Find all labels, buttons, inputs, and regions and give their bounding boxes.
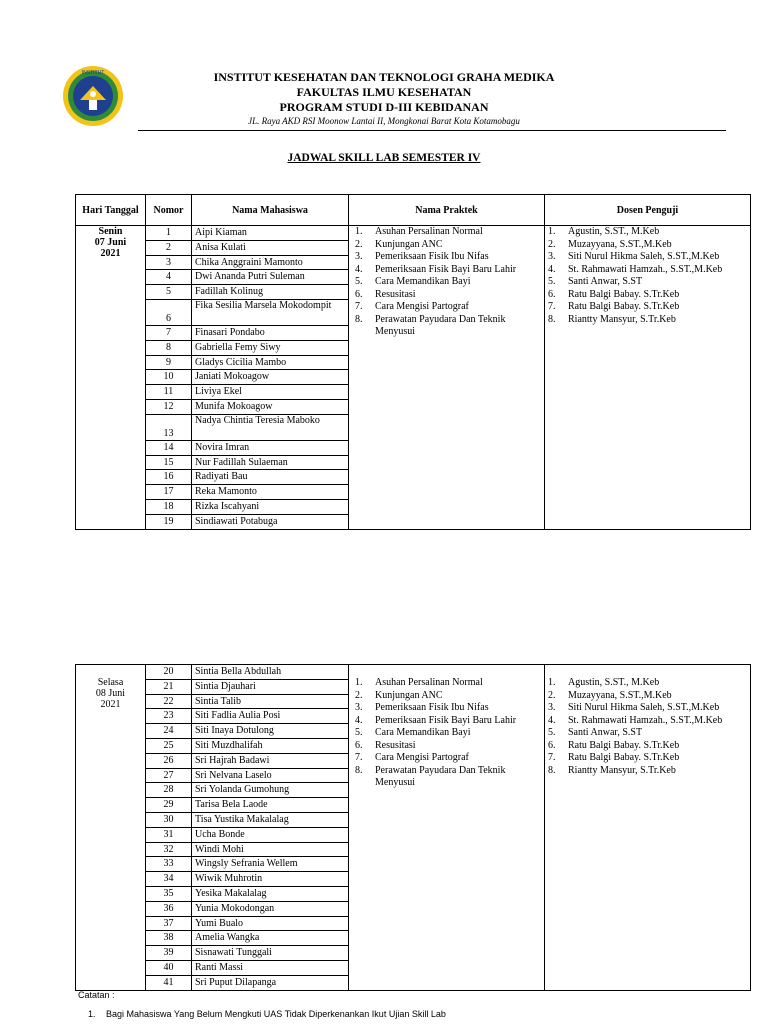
student-name [192, 325, 349, 340]
student-name-text: Fadillah Kolinug [195, 286, 264, 298]
praktek-text: Pemeriksaan Fisik Bayi Baru Lahir [375, 263, 517, 275]
student-name [192, 812, 349, 827]
student-name-text: Sisnawati Tunggali [195, 947, 272, 959]
dosen-item [548, 264, 747, 277]
dosen-number: 6. [548, 288, 556, 300]
student-number-text: 21 [163, 680, 174, 692]
student-name-text: Windi Mohi [195, 843, 244, 855]
praktek-text: Cara Memandikan Bayi [375, 276, 471, 287]
student-name-text: Wingsly Sefrania Wellem [195, 858, 298, 870]
student-name-text: Radiyati Bau [195, 471, 248, 483]
student-name-text: Nadya Chintia Teresia Maboko [195, 414, 320, 426]
student-number-text: 23 [163, 710, 174, 722]
student-name [192, 931, 349, 946]
praktek-number: 2. [355, 689, 363, 701]
header-nomor: Nomor [146, 195, 192, 226]
student-number [146, 753, 192, 768]
praktek-text: Asuhan Persalinan Normal [375, 226, 483, 237]
student-number [146, 842, 192, 857]
dosen-item [548, 239, 747, 252]
student-name-text: Sindiawati Potabuga [195, 515, 278, 527]
header-divider [138, 130, 726, 131]
student-number-text: 38 [163, 932, 174, 944]
dosen-text: St. Rahmawati Hamzah., S.ST.,M.Keb [568, 263, 723, 275]
dosen-number: 2. [548, 238, 556, 250]
praktek-text: Cara Memandikan Bayi [375, 727, 471, 738]
praktek-cell [349, 226, 545, 530]
student-number-text: 25 [163, 739, 174, 751]
student-number [146, 812, 192, 827]
header-nama: Nama Mahasiswa [192, 195, 349, 226]
student-name [192, 499, 349, 514]
student-number [146, 370, 192, 385]
student-name [192, 724, 349, 739]
student-name-text: Tisa Yustika Makalalag [195, 813, 289, 825]
student-name-text: Sintia Bella Abdullah [195, 666, 282, 677]
student-number [146, 886, 192, 901]
day-cell [76, 226, 146, 530]
student-number-text: 4 [166, 271, 171, 283]
praktek-number: 5. [355, 276, 363, 287]
student-number-text: 1 [166, 227, 171, 238]
dosen-number: 1. [548, 226, 556, 237]
student-name-text: Sri Puput Dilapanga [195, 976, 277, 988]
dosen-number: 6. [548, 739, 556, 751]
student-number-text: 17 [163, 486, 174, 498]
praktek-number: 1. [355, 226, 363, 237]
table-row [76, 665, 751, 680]
student-name-text: Siti Fadlia Aulia Posi [195, 710, 281, 722]
student-name [192, 975, 349, 990]
dosen-number: 5. [548, 727, 556, 738]
student-number [146, 768, 192, 783]
student-number [146, 709, 192, 724]
student-number [146, 325, 192, 340]
dosen-text: Ratu Balgi Babay. S.Tr.Keb [568, 752, 680, 763]
student-name [192, 399, 349, 414]
student-number [146, 399, 192, 414]
praktek-item [355, 289, 541, 302]
dosen-cell [545, 226, 751, 530]
student-number [146, 455, 192, 470]
header-dosen: Dosen Penguji [545, 195, 751, 226]
student-number-text: 37 [163, 917, 174, 929]
dosen-text: Ratu Balgi Babay. S.Tr.Keb [568, 739, 680, 751]
praktek-text: Resusitasi [375, 288, 416, 300]
student-name-text: Sri Nelvana Laselo [195, 769, 272, 781]
student-name-text: Sri Yolanda Gumohung [195, 784, 290, 796]
student-number [146, 385, 192, 400]
student-number-text: 24 [163, 725, 174, 737]
praktek-item [355, 251, 541, 264]
schedule-table-day1 [75, 194, 751, 530]
student-number [146, 901, 192, 916]
praktek-text: Perawatan Payudara Dan Teknik Menyusui [375, 313, 506, 337]
student-name [192, 872, 349, 887]
day-date: 07 Juni [94, 237, 127, 248]
dosen-item [548, 314, 747, 327]
student-name-text: Sintia Talib [195, 695, 242, 707]
day-cell [76, 665, 146, 991]
student-number [146, 440, 192, 455]
dosen-text: Riantty Mansyur, S.Tr.Keb [568, 764, 676, 776]
dosen-text: Muzayyana, S.ST.,M.Keb [568, 238, 672, 250]
student-number [146, 960, 192, 975]
praktek-item [355, 677, 541, 690]
dosen-item [548, 276, 747, 289]
dosen-number: 2. [548, 689, 556, 701]
praktek-text: Perawatan Payudara Dan Teknik Menyusui [375, 764, 506, 788]
student-number-text: 20 [163, 666, 174, 677]
praktek-cell [349, 665, 545, 991]
note-item [88, 1009, 446, 1019]
student-number [146, 738, 192, 753]
student-name [192, 455, 349, 470]
student-name-text: Janiati Mokoagow [195, 371, 270, 383]
student-name-text: Siti Inaya Dotulong [195, 725, 274, 737]
praktek-item [355, 715, 541, 728]
header-praktek: Nama Praktek [349, 195, 545, 226]
student-name [192, 385, 349, 400]
praktek-item [355, 690, 541, 703]
praktek-number: 6. [355, 288, 363, 300]
day-date: 08 Juni [95, 688, 126, 699]
dosen-number: 4. [548, 714, 556, 726]
student-number-text: 30 [163, 813, 174, 825]
student-name-text: Gladys Cicilia Mambo [195, 356, 287, 368]
student-number-text: 36 [163, 902, 174, 914]
dosen-number: 3. [548, 251, 556, 262]
student-number-text: 19 [163, 515, 174, 527]
praktek-item [355, 765, 541, 790]
student-number [146, 857, 192, 872]
student-name-text: Fika Sesilia Marsela Mokodompit [195, 299, 332, 311]
praktek-text: Pemeriksaan Fisik Ibu Nifas [375, 702, 489, 713]
dosen-text: Siti Nurul Hikma Saleh, S.ST.,M.Keb [568, 702, 720, 713]
student-number-text: 11 [163, 386, 174, 398]
praktek-number: 7. [355, 301, 363, 312]
page-title: JADWAL SKILL LAB SEMESTER IV [287, 152, 481, 164]
praktek-number: 4. [355, 714, 363, 726]
student-name-text: Siti Muzdhalifah [195, 739, 263, 751]
student-number-text: 28 [163, 784, 174, 796]
table-row [76, 226, 751, 241]
praktek-text: Cara Mengisi Partograf [375, 752, 469, 763]
praktek-number: 2. [355, 238, 363, 250]
dosen-number: 5. [548, 276, 556, 287]
day-day: Selasa [97, 677, 124, 688]
student-number [146, 694, 192, 709]
praktek-number: 8. [355, 313, 363, 325]
student-number-text: 32 [163, 843, 174, 855]
student-name [192, 827, 349, 842]
dosen-number: 7. [548, 301, 556, 312]
praktek-number: 3. [355, 251, 363, 262]
student-name-text: Tarisa Bela Laode [195, 799, 268, 811]
student-number-text: 9 [166, 356, 171, 368]
student-number [146, 827, 192, 842]
student-name [192, 226, 349, 241]
student-number-text: 40 [163, 961, 174, 973]
praktek-item [355, 226, 541, 239]
dosen-item [548, 690, 747, 703]
praktek-text: Asuhan Persalinan Normal [375, 677, 483, 688]
dosen-item [548, 727, 747, 740]
student-name-text: Dwi Ananda Putri Suleman [195, 271, 305, 283]
student-name [192, 738, 349, 753]
student-name [192, 340, 349, 355]
student-name [192, 270, 349, 285]
student-number-text: 12 [163, 400, 174, 412]
dosen-text: Ratu Balgi Babay. S.Tr.Keb [568, 301, 680, 312]
notes-label: Catatan : [78, 990, 115, 1000]
dosen-text: Santi Anwar, S.ST [568, 727, 643, 738]
student-number-text: 35 [163, 887, 174, 899]
student-name [192, 753, 349, 768]
dosen-cell [545, 665, 751, 991]
praktek-text: Resusitasi [375, 739, 416, 751]
student-number [146, 299, 192, 325]
praktek-item [355, 276, 541, 289]
student-name-text: Amelia Wangka [195, 932, 260, 944]
student-name-text: Reka Mamonto [195, 486, 257, 498]
praktek-number: 3. [355, 702, 363, 713]
institute-name: INSTITUT KESEHATAN DAN TEKNOLOGI GRAHA MEDIKA [213, 70, 555, 84]
student-name [192, 665, 349, 680]
student-name [192, 901, 349, 916]
logo-text: INSTITUT [81, 70, 105, 76]
notes-list [88, 1009, 446, 1019]
dosen-number: 8. [548, 313, 556, 325]
student-name-text: Rizka Iscahyani [195, 500, 260, 512]
student-number [146, 285, 192, 300]
dosen-item [548, 765, 747, 778]
dosen-item [548, 740, 747, 753]
dosen-text: Ratu Balgi Babay. S.Tr.Keb [568, 288, 680, 300]
dosen-item [548, 289, 747, 302]
student-name-text: Chika Anggraini Mamonto [195, 256, 303, 268]
student-name-text: Finasari Pondabo [195, 326, 265, 338]
student-number [146, 226, 192, 241]
student-number-text: 10 [163, 371, 174, 383]
student-name [192, 370, 349, 385]
student-number [146, 255, 192, 270]
student-number-text: 7 [166, 326, 171, 338]
praktek-item [355, 301, 541, 314]
dosen-item [548, 251, 747, 264]
header-hari: Hari Tanggal [76, 195, 146, 226]
student-name [192, 240, 349, 255]
student-number-text: 39 [163, 947, 174, 959]
praktek-text: Pemeriksaan Fisik Bayi Baru Lahir [375, 714, 517, 726]
student-number-text: 6 [166, 312, 171, 324]
student-number-text: 13 [163, 427, 174, 439]
program-name: PROGRAM STUDI D-III KEBIDANAN [279, 100, 489, 114]
student-name [192, 709, 349, 724]
student-number-text: 27 [163, 769, 174, 781]
dosen-text: Agustin, S.ST., M.Keb [568, 226, 660, 237]
student-name-text: Nur Fadillah Sulaeman [195, 456, 288, 468]
dosen-item [548, 715, 747, 728]
student-name [192, 694, 349, 709]
student-number-text: 26 [163, 754, 174, 766]
student-name-text: Sintia Djauhari [195, 680, 256, 692]
praktek-text: Kunjungan ANC [375, 689, 443, 701]
praktek-number: 4. [355, 263, 363, 275]
student-name-text: Munifa Mokoagow [195, 400, 273, 412]
address: JL. Raya AKD RSI Moonow Lantai II, Mongkonai Barat Kota Kotamobagu [248, 116, 520, 126]
student-number-text: 16 [163, 471, 174, 483]
student-name [192, 768, 349, 783]
dosen-text: St. Rahmawati Hamzah., S.ST.,M.Keb [568, 714, 723, 726]
student-number [146, 665, 192, 680]
student-number-text: 41 [163, 976, 174, 988]
dosen-item [548, 226, 747, 239]
dosen-text: Agustin, S.ST., M.Keb [568, 677, 660, 688]
student-number-text: 22 [163, 695, 174, 707]
note-number: 1. [88, 1009, 96, 1019]
student-name [192, 440, 349, 455]
student-name-text: Novira Imran [195, 441, 250, 453]
student-number [146, 916, 192, 931]
faculty-name: FAKULTAS ILMU KESEHATAN [296, 85, 472, 99]
student-name [192, 916, 349, 931]
day-day: Senin [98, 226, 123, 237]
student-name-text: Sri Hajrah Badawi [195, 754, 270, 766]
praktek-number: 7. [355, 752, 363, 763]
student-number-text: 5 [166, 286, 171, 298]
student-name [192, 679, 349, 694]
student-number-text: 15 [163, 456, 174, 468]
student-number-text: 18 [163, 500, 174, 512]
student-number [146, 975, 192, 990]
praktek-item [355, 727, 541, 740]
dosen-text: Siti Nurul Hikma Saleh, S.ST.,M.Keb [568, 251, 720, 262]
dosen-list [548, 677, 747, 777]
praktek-text: Cara Mengisi Partograf [375, 301, 469, 312]
praktek-number: 1. [355, 677, 363, 688]
student-name-text: Ucha Bonde [195, 828, 245, 840]
dosen-number: 8. [548, 764, 556, 776]
student-name [192, 355, 349, 370]
student-name [192, 514, 349, 529]
student-name-text: Anisa Kulati [195, 241, 246, 253]
student-name [192, 946, 349, 961]
praktek-number: 5. [355, 727, 363, 738]
praktek-number: 6. [355, 739, 363, 751]
praktek-item [355, 239, 541, 252]
student-name [192, 886, 349, 901]
student-name [192, 783, 349, 798]
day-year: 2021 [100, 699, 121, 710]
dosen-text: Riantty Mansyur, S.Tr.Keb [568, 313, 676, 325]
schedule-table-day2 [75, 664, 751, 991]
student-name [192, 842, 349, 857]
student-name [192, 798, 349, 813]
student-number-text: 33 [163, 858, 174, 870]
student-number-text: 2 [166, 241, 171, 253]
student-number-text: 8 [166, 341, 171, 353]
student-name-text: Liviya Ekel [195, 386, 242, 398]
student-name-text: Wiwik Muhrotin [195, 873, 263, 885]
dosen-item [548, 677, 747, 690]
student-name-text: Gabriella Femy Siwy [195, 341, 281, 353]
student-number [146, 355, 192, 370]
student-number [146, 931, 192, 946]
student-name-text: Ranti Massi [195, 961, 244, 973]
praktek-item [355, 740, 541, 753]
student-name [192, 960, 349, 975]
student-number [146, 679, 192, 694]
student-number [146, 514, 192, 529]
praktek-text: Kunjungan ANC [375, 238, 443, 250]
student-name [192, 285, 349, 300]
dosen-item [548, 702, 747, 715]
dosen-number: 7. [548, 752, 556, 763]
dosen-item [548, 301, 747, 314]
student-number-text: 14 [163, 441, 174, 453]
dosen-number: 4. [548, 263, 556, 275]
dosen-number: 1. [548, 677, 556, 688]
student-number-text: 34 [163, 873, 174, 885]
student-number [146, 485, 192, 500]
dosen-text: Muzayyana, S.ST.,M.Keb [568, 689, 672, 701]
student-name [192, 470, 349, 485]
student-name-text: Yesika Makalalag [195, 887, 267, 899]
praktek-item [355, 264, 541, 277]
student-name [192, 857, 349, 872]
praktek-list [355, 677, 541, 790]
dosen-item [548, 752, 747, 765]
dosen-text: Santi Anwar, S.ST [568, 276, 643, 287]
student-number [146, 240, 192, 255]
dosen-list [548, 226, 747, 326]
student-number [146, 798, 192, 813]
student-number [146, 340, 192, 355]
student-name-text: Yunia Mokodongan [195, 902, 275, 914]
student-number [146, 414, 192, 440]
student-name [192, 299, 349, 325]
student-number [146, 270, 192, 285]
praktek-list [355, 226, 541, 339]
praktek-number: 8. [355, 764, 363, 776]
student-name-text: Yumi Bualo [195, 917, 244, 929]
student-name [192, 485, 349, 500]
student-number [146, 499, 192, 514]
student-number [146, 470, 192, 485]
student-number-text: 31 [163, 828, 174, 840]
student-number-text: 3 [166, 256, 171, 268]
praktek-item [355, 314, 541, 339]
praktek-item [355, 752, 541, 765]
dosen-number: 3. [548, 702, 556, 713]
note-text: Bagi Mahasiswa Yang Belum Mengkuti UAS Tidak Diperkenankan Ikut Ujian Skill Lab [106, 1009, 446, 1019]
student-number [146, 783, 192, 798]
student-number [146, 724, 192, 739]
praktek-text: Pemeriksaan Fisik Ibu Nifas [375, 251, 489, 262]
student-number-text: 29 [163, 799, 174, 811]
praktek-item [355, 702, 541, 715]
student-name-text: Aipi Kiaman [195, 227, 247, 238]
day-year: 2021 [100, 248, 121, 259]
student-name [192, 255, 349, 270]
student-number [146, 946, 192, 961]
student-number [146, 872, 192, 887]
student-name [192, 414, 349, 440]
